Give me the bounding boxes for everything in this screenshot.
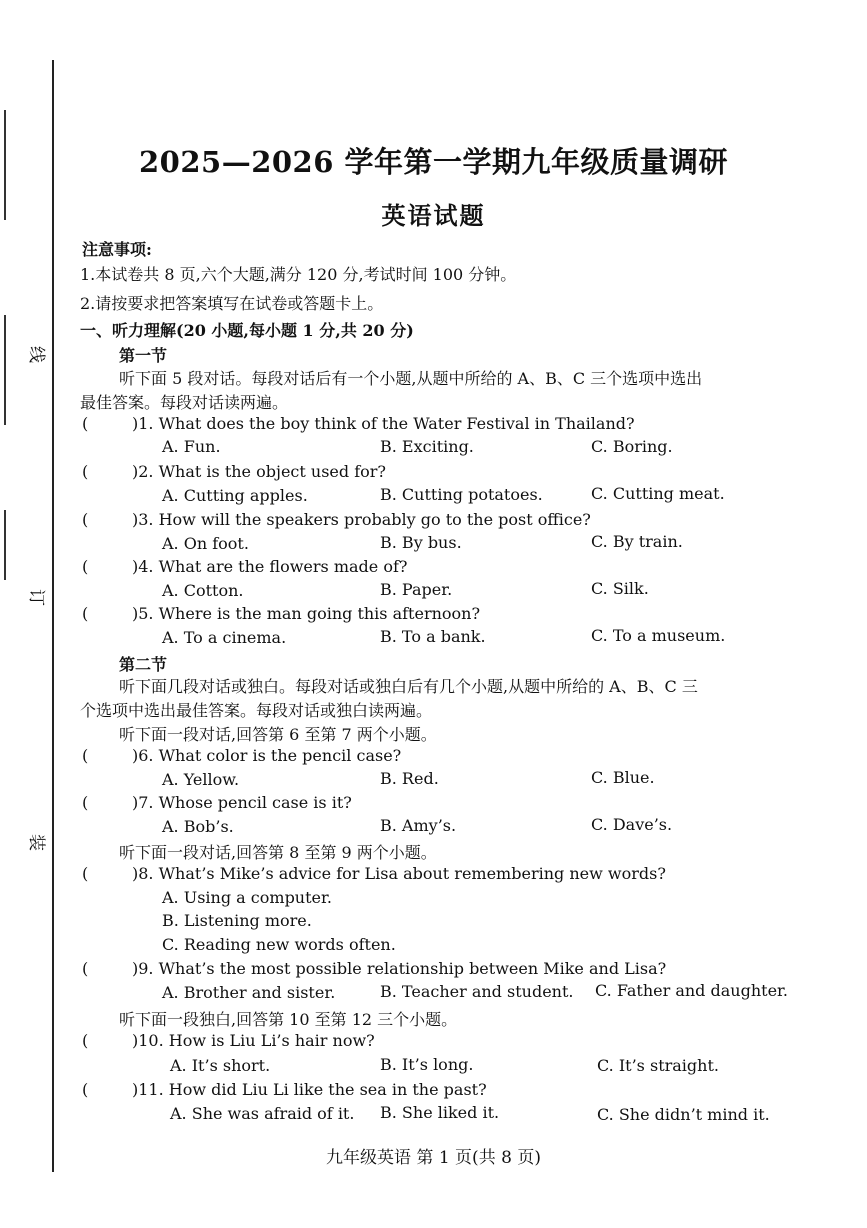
question-stem: )10. How is Liu Li’s hair now? — [132, 1031, 375, 1050]
answer-paren: ( — [82, 1080, 89, 1099]
option-b: B. To a bank. — [380, 627, 486, 646]
option-c: C. Dave’s. — [591, 815, 673, 834]
answer-paren: ( — [82, 959, 89, 978]
question-stem: )5. Where is the man going this afternoon? — [132, 604, 481, 623]
option-a: A. Fun. — [162, 437, 221, 456]
option-b: B. Listening more. — [162, 911, 312, 930]
option-b: B. It’s long. — [380, 1055, 474, 1074]
question-stem: )7. Whose pencil case is it? — [132, 793, 352, 812]
question-stem: )8. What’s Mike’s advice for Lisa about remembering new words? — [132, 864, 666, 883]
option-a: A. Bob’s. — [162, 817, 234, 836]
option-b: B. Cutting potatoes. — [380, 485, 543, 504]
option-c: C. Cutting meat. — [591, 484, 725, 503]
option-b: B. Amy’s. — [380, 816, 457, 835]
margin-label-bind: 装 — [26, 834, 46, 851]
option-a: A. She was afraid of it. — [170, 1104, 355, 1123]
section-instruction: 听下面 5 段对话。每段对话后有一个小题,从题中所给的 A、B、C 三个选项中选出 — [119, 369, 703, 388]
option-c: C. She didn’t mind it. — [597, 1105, 770, 1124]
exam-title: 2025—2026 学年第一学期九年级质量调研 — [138, 145, 729, 179]
option-c: C. Boring. — [591, 437, 673, 456]
option-a: A. Yellow. — [162, 770, 240, 789]
option-b: B. Exciting. — [380, 437, 474, 456]
option-a: A. To a cinema. — [162, 628, 287, 647]
option-a: A. On foot. — [162, 534, 249, 553]
option-c: C. Silk. — [591, 579, 649, 598]
margin-label-staple: 订 — [26, 589, 46, 606]
option-c: C. By train. — [591, 532, 683, 551]
option-c: C. Father and daughter. — [595, 981, 789, 1000]
question-stem: )1. What does the boy think of the Water Festival in Thailand? — [132, 414, 635, 433]
option-a: A. Cutting apples. — [162, 486, 308, 505]
option-b: B. Paper. — [380, 580, 453, 599]
option-c: C. Blue. — [591, 768, 655, 787]
question-stem: )11. How did Liu Li like the sea in the past? — [132, 1080, 487, 1099]
answer-paren: ( — [82, 1031, 89, 1050]
part-heading: 一、听力理解(20 小题,每小题 1 分,共 20 分) — [80, 321, 414, 340]
exam-subtitle: 英语试题 — [381, 201, 486, 230]
answer-paren: ( — [82, 604, 89, 623]
answer-paren: ( — [82, 864, 89, 883]
option-b: B. Red. — [380, 769, 439, 788]
option-a: A. Brother and sister. — [162, 983, 336, 1002]
option-a: A. It’s short. — [170, 1056, 271, 1075]
note-item: 1.本试卷共 8 页,六个大题,满分 120 分,考试时间 100 分钟。 — [80, 265, 517, 284]
monologue-instruction: 听下面一段独白,回答第 10 至第 12 三个小题。 — [119, 1010, 458, 1029]
dialogue-instruction: 听下面一段对话,回答第 6 至第 7 两个小题。 — [119, 725, 437, 744]
question-stem: )3. How will the speakers probably go to the post office? — [132, 510, 591, 529]
notes-heading: 注意事项: — [82, 240, 152, 259]
answer-paren: ( — [82, 462, 89, 481]
answer-paren: ( — [82, 510, 89, 529]
option-b: B. By bus. — [380, 533, 462, 552]
answer-paren: ( — [82, 557, 89, 576]
question-stem: )4. What are the flowers made of? — [132, 557, 408, 576]
answer-paren: ( — [82, 414, 89, 433]
option-a: A. Using a computer. — [162, 888, 332, 907]
section-instruction: 个选项中选出最佳答案。每段对话或独白读两遍。 — [80, 701, 433, 720]
page-footer: 九年级英语 第 1 页(共 8 页) — [326, 1148, 541, 1168]
section-instruction: 最佳答案。每段对话读两遍。 — [80, 393, 289, 412]
dialogue-instruction: 听下面一段对话,回答第 8 至第 9 两个小题。 — [119, 843, 437, 862]
section-instruction: 听下面几段对话或独白。每段对话或独白后有几个小题,从题中所给的 A、B、C 三 — [119, 677, 698, 696]
section-heading: 第一节 — [119, 346, 168, 365]
question-stem: )6. What color is the pencil case? — [132, 746, 402, 765]
option-b: B. Teacher and student. — [380, 982, 574, 1001]
question-stem: )2. What is the object used for? — [132, 462, 386, 481]
section-heading: 第二节 — [119, 655, 168, 674]
answer-paren: ( — [82, 793, 89, 812]
answer-paren: ( — [82, 746, 89, 765]
edge-mark — [4, 510, 6, 580]
margin-label-line: 线 — [26, 346, 46, 363]
option-c: C. Reading new words often. — [162, 935, 396, 954]
edge-mark — [4, 315, 6, 425]
option-b: B. She liked it. — [380, 1103, 500, 1122]
question-stem: )9. What’s the most possible relationship between Mike and Lisa? — [132, 959, 667, 978]
note-item: 2.请按要求把答案填写在试卷或答题卡上。 — [80, 294, 384, 313]
option-c: C. It’s straight. — [597, 1056, 719, 1075]
option-c: C. To a museum. — [591, 626, 726, 645]
option-a: A. Cotton. — [162, 581, 244, 600]
